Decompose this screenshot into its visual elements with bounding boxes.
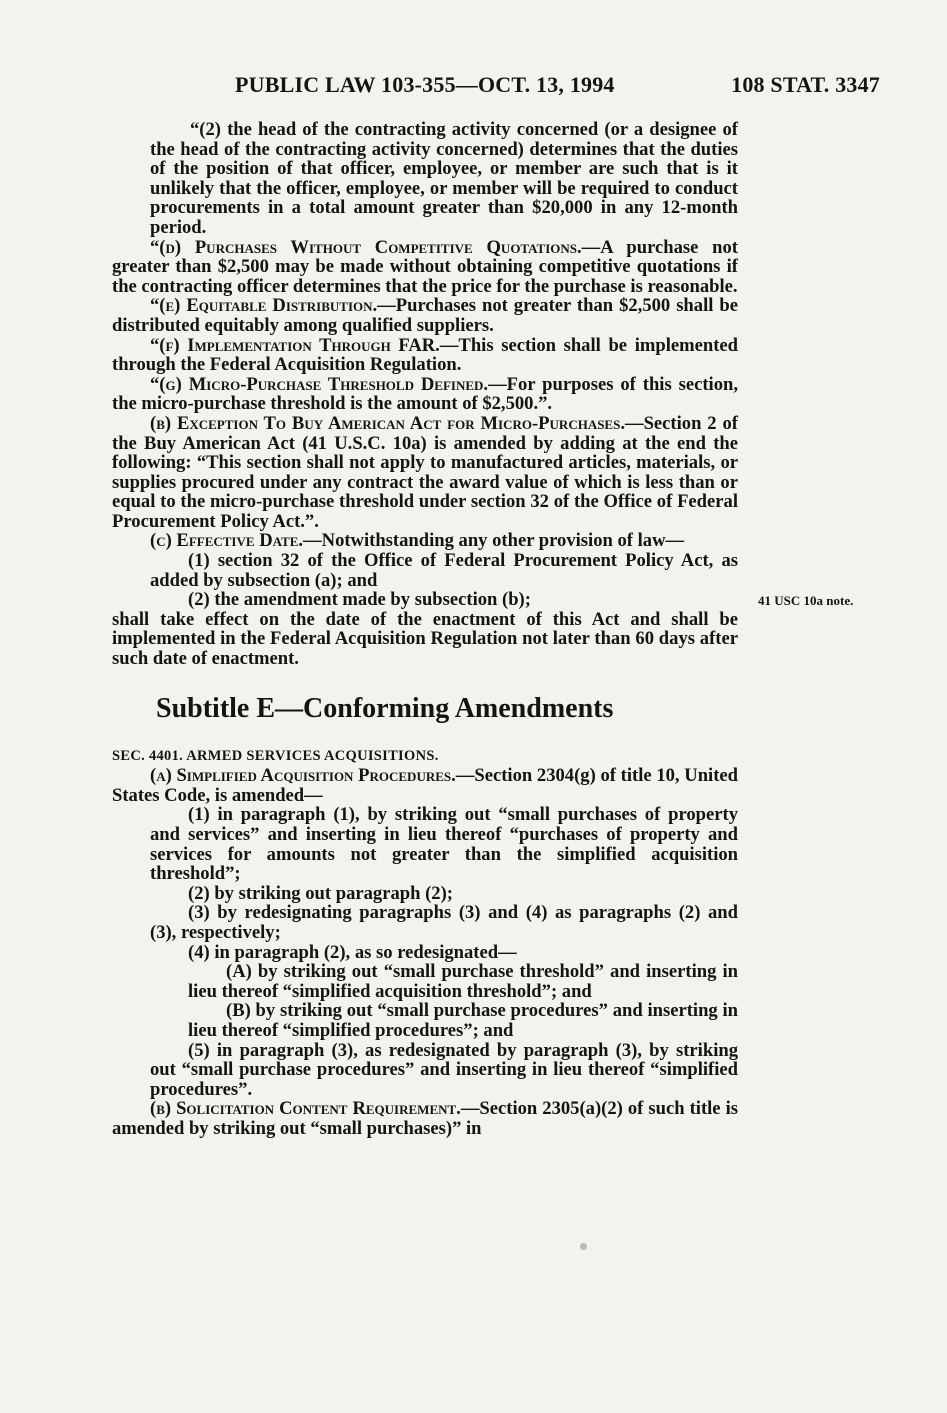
subsection-c-heading: (c) Effective Date. xyxy=(150,530,304,552)
subsection-c-item-2: (2) the amendment made by subsection (b); xyxy=(188,589,531,611)
section-b-heading: (b) Solicitation Content Requirement. xyxy=(150,1098,461,1120)
subsection-d-heading: “(d) Purchases Without Competitive Quotations. xyxy=(150,236,582,258)
section-a-item-4-A: (A) by striking out “small purchase threshold” and inserting in lieu thereof “simplified acquisition threshold”; and xyxy=(188,961,738,1002)
subsection-b-buy-american xyxy=(112,414,738,532)
section-b-text: —Section 2305(a)(2) of such title is amended by striking out “small purchases)” in xyxy=(112,1098,738,1139)
section-a-item-4: (4) in paragraph (2), as so redesignated— xyxy=(188,941,517,963)
subsection-f-text: —This section shall be implemented through the Federal Acquisition Regulation. xyxy=(112,334,738,376)
subsection-g xyxy=(112,375,738,414)
section-a-item-2: (2) by striking out paragraph (2); xyxy=(188,882,453,904)
margin-note: 41 USC 10a note. xyxy=(758,593,854,608)
subsection-c-text: —Notwithstanding any other provision of law— xyxy=(303,530,685,552)
subsection-c xyxy=(112,531,738,551)
section-a-text: —Section 2304(g) of title 10, United States Code, is amended— xyxy=(112,765,739,806)
subsection-c-tail: shall take effect on the date of the enactment of this Act and shall be implemented in the Federal Acquisition Regulation not later than 60 days after such date of enactment. xyxy=(112,608,738,670)
section-a-item-4-B: (B) by striking out “small purchase procedures” and inserting in lieu thereof “simplified procedures”; and xyxy=(188,1000,738,1041)
section-a-heading: (a) Simplified Acquisition Procedures. xyxy=(150,765,456,787)
scan-mark xyxy=(580,1243,587,1250)
statute-page-number: 108 STAT. 3347 xyxy=(731,72,880,97)
running-head-citation: PUBLIC LAW 103-355—OCT. 13, 1994 xyxy=(235,72,615,97)
subsection-e-text: —Purchases not greater than $2,500 shall be distributed equitably among qualified suppliers. xyxy=(112,295,738,336)
section-heading: SEC. 4401. ARMED SERVICES ACQUISITIONS. xyxy=(112,747,439,764)
section-a-item-1: (1) in paragraph (1), by striking out “small purchases of property and services” and inserting in lieu thereof “purchases of property and services for amounts not greater than the simplified acquisition threshold”; xyxy=(150,804,738,885)
subsection-f-heading: “(f) Implementation Through FAR. xyxy=(150,334,440,356)
subsection-b-text: —Section 2 of the Buy American Act (41 U.S.C. 10a) is amended by adding at the end the following: “This section shall not apply to manufactured articles, materials, or supplies procured under any contract the award value of which is less than or equal to the micro-purchase threshold under section 32 of the Office of Federal Procurement Policy Act.”. xyxy=(112,412,738,532)
section-a-item-5: (5) in paragraph (3), as redesignated by paragraph (3), by striking out “small purchase procedures” and inserting in lieu thereof “simplified procedures”. xyxy=(150,1039,738,1100)
subsection-e-heading: “(e) Equitable Distribution. xyxy=(150,295,378,317)
subsection-e xyxy=(112,296,738,335)
subsection-g-heading: “(g) Micro-Purchase Threshold Defined. xyxy=(150,373,489,395)
subsection-c-item-1: (1) section 32 of the Office of Federal Procurement Policy Act, as added by subsection (a); and xyxy=(150,550,738,591)
subsection-b-heading: (b) Exception To Buy American Act for Micro-Purchases. xyxy=(150,412,625,434)
subsection-d-text: —A purchase not greater than $2,500 may be made without obtaining competitive quotations if the contracting officer determines that the price for the purchase is reasonable. xyxy=(112,236,738,297)
section-a-item-3: (3) by redesignating paragraphs (3) and (4) as paragraphs (2) and (3), respectively; xyxy=(150,902,738,943)
section-subsection-b xyxy=(112,1099,738,1138)
subsection-g-text: —For purposes of this section, the micro-purchase threshold is the amount of $2,500.”. xyxy=(112,373,738,415)
subsection-f xyxy=(112,336,738,375)
section-subsection-a xyxy=(112,766,738,805)
subtitle-heading: Subtitle E—Conforming Amendments xyxy=(156,692,614,724)
paragraph-2: “(2) the head of the contracting activity concerned (or a designee of the head of the contracting activity concerned) determines that the duties of the position of that officer, employee, or member are such that is it unlikely that the officer, employee, or member will be required to conduct procurements in a total amount greater than $20,000 in any 12-month period. xyxy=(150,119,738,238)
body-text xyxy=(112,120,738,1139)
subsection-d xyxy=(112,238,738,297)
